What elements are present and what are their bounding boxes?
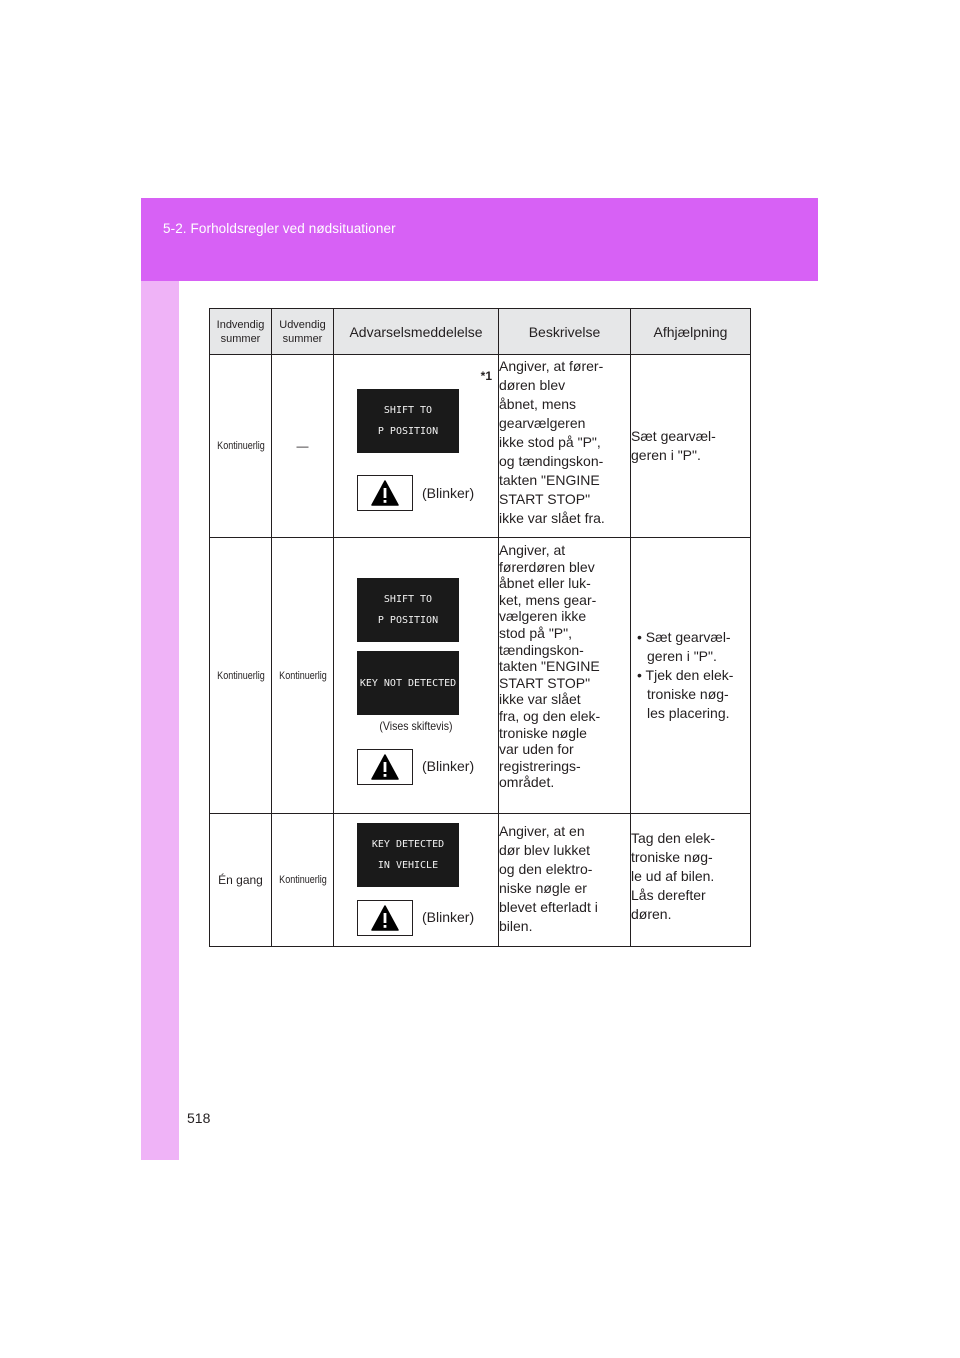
inside-buzzer-cell: Kontinuerlig — [215, 538, 266, 814]
screen-line-1: SHIFT TO — [383, 594, 433, 605]
description-line: døren blev — [499, 377, 566, 393]
table-row — [210, 355, 751, 538]
header-inside-line1: Indvendig — [216, 318, 265, 331]
section-title: 5-2. Forholdsregler ved nødsituationer — [163, 221, 396, 236]
description-line: åbnet eller luk- — [499, 575, 591, 592]
description-line: Angiver, at fører- — [499, 358, 604, 374]
warning-table — [209, 308, 751, 947]
header-remedy: Afhjælpning — [631, 309, 751, 355]
remedy-cell — [631, 355, 751, 538]
table-header-row — [210, 309, 751, 355]
exclamation-warning-icon — [357, 749, 413, 785]
table-row — [210, 814, 751, 947]
remedy-line: Tag den elek- — [631, 830, 716, 846]
outside-buzzer-cell: Kontinuerlig — [277, 538, 328, 814]
message-cell — [334, 538, 499, 814]
remedy-cell — [631, 814, 751, 947]
screen-line-1: KEY NOT DETECTED — [359, 677, 457, 689]
display-screen — [357, 389, 459, 453]
remedy-line: troniske nøg- — [631, 849, 713, 865]
header-message: Advarselsmeddelelse — [334, 309, 499, 355]
description-line: takten "ENGINE — [499, 658, 600, 675]
screen-line-1: SHIFT TO — [383, 405, 433, 416]
description-line: Angiver, at en — [499, 823, 585, 839]
description-line: gearvælgeren — [499, 415, 586, 431]
display-screen — [357, 823, 459, 887]
description-line: tændingskon- — [499, 641, 584, 658]
description-line: og tændingskon- — [499, 453, 604, 469]
remedy-cell — [631, 538, 751, 814]
table-row — [210, 538, 751, 814]
description-line: niske nøgle er — [499, 880, 587, 896]
screen-line-2: P POSITION — [377, 615, 439, 626]
header-outside-buzzer — [272, 309, 334, 355]
description-cell — [499, 814, 631, 947]
description-line: Angiver, at — [499, 542, 566, 558]
description-line: takten "ENGINE — [499, 472, 600, 488]
description-line: troniske nøgle — [499, 724, 587, 741]
description-line: ket, mens gear- — [499, 591, 597, 608]
screen-line-1: KEY DETECTED — [371, 839, 445, 850]
description-line: ikke stod på "P", — [499, 434, 601, 450]
blink-label: (Blinker) — [422, 758, 475, 774]
page-number: 518 — [187, 1110, 211, 1126]
remedy-line: Sæt gearvæl- — [631, 428, 716, 444]
inside-buzzer-cell: Én gang — [210, 814, 272, 947]
screen-line-2: IN VEHICLE — [377, 860, 439, 871]
description-line: dør blev lukket — [499, 842, 591, 858]
display-screen — [357, 651, 459, 715]
description-line: bilen. — [499, 918, 533, 934]
display-screen — [357, 578, 459, 642]
description-line: fra, og den elek- — [499, 707, 601, 724]
outside-buzzer-cell: — — [272, 355, 334, 538]
screen-line-2: P POSITION — [377, 426, 439, 437]
description-line: ikke var slået fra. — [499, 510, 605, 526]
header-description: Beskrivelse — [499, 309, 631, 355]
header-inside-line2: summer — [220, 332, 261, 345]
remedy-line: geren i "P". — [631, 447, 701, 463]
description-line: var uden for — [499, 741, 574, 758]
remedy-line: le ud af bilen. — [631, 868, 715, 884]
exclamation-warning-icon — [357, 900, 413, 936]
page-side-tab — [141, 198, 179, 1160]
inside-buzzer-cell: Kontinuerlig — [215, 355, 266, 538]
description-cell — [499, 355, 631, 538]
alternating-label: (Vises skiftevis) — [379, 719, 453, 733]
header-outside-line2: summer — [282, 332, 323, 345]
remedy-line: døren. — [631, 906, 672, 922]
description-cell — [499, 538, 631, 814]
blink-label: (Blinker) — [422, 909, 475, 925]
message-cell — [334, 355, 499, 538]
description-line: START STOP" — [499, 674, 591, 691]
description-line: ikke var slået — [499, 691, 581, 708]
description-line: vælgeren ikke — [499, 608, 587, 625]
message-cell — [334, 814, 499, 947]
description-line: START STOP" — [499, 491, 591, 507]
header-inside-buzzer — [210, 309, 272, 355]
remedy-line: Lås derefter — [631, 887, 706, 903]
description-line: blevet efterladt i — [499, 899, 598, 915]
section-header — [141, 198, 818, 281]
description-line: åbnet, mens — [499, 396, 577, 412]
blink-label: (Blinker) — [422, 485, 475, 501]
description-line: området. — [499, 774, 555, 791]
description-line: førerdøren blev — [499, 558, 595, 575]
exclamation-warning-icon — [357, 475, 413, 511]
header-outside-line1: Udvendig — [279, 318, 326, 331]
outside-buzzer-cell: Kontinuerlig — [277, 814, 328, 947]
footnote-marker: *1 — [480, 369, 492, 383]
remedy-item: • Sæt gearvæl- geren i "P". — [637, 629, 731, 664]
remedy-item: • Tjek den elek- troniske nøg- les placering. — [637, 667, 734, 721]
description-line: stod på "P", — [499, 624, 572, 641]
description-line: og den elektro- — [499, 861, 593, 877]
description-line: registrerings- — [499, 757, 581, 774]
